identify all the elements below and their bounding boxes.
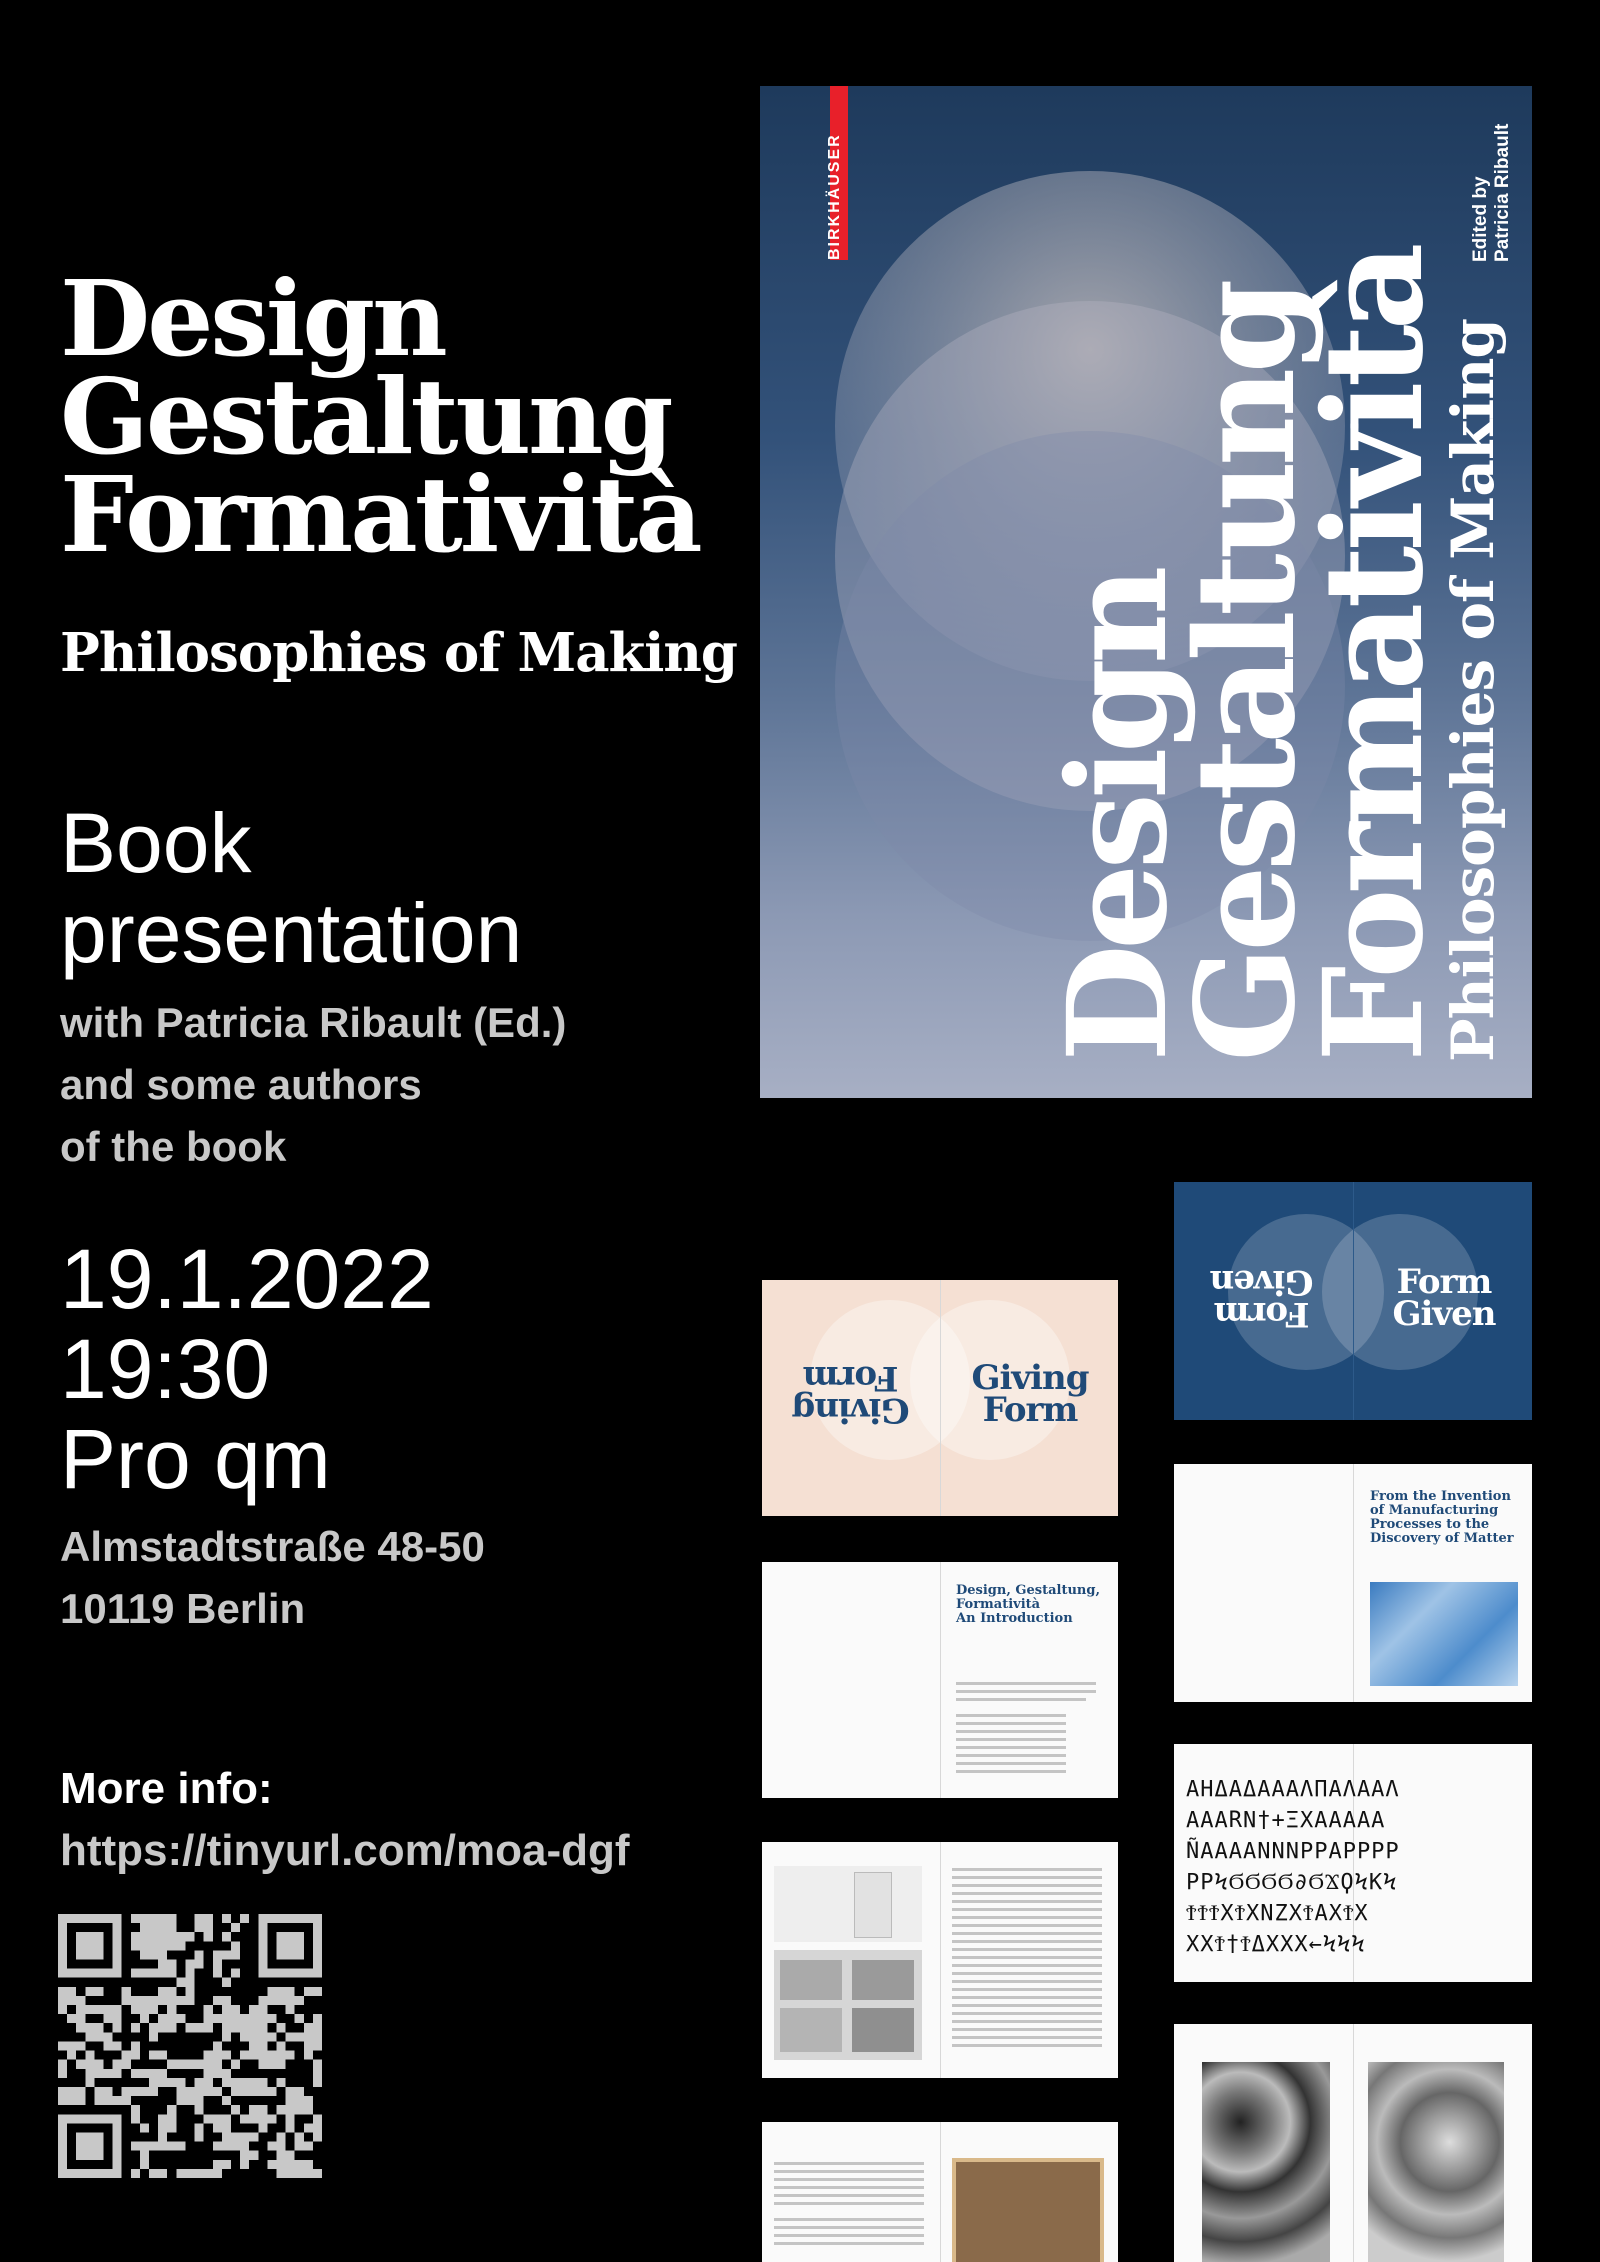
address-street: Almstadtstraße 48-50 — [60, 1523, 485, 1570]
edited-by-label: Edited by — [1470, 176, 1491, 262]
cover-editor — [1470, 124, 1514, 262]
presenters-line-2: and some authors — [60, 1061, 422, 1108]
cover-title-formativita: Formatività — [1294, 248, 1454, 1062]
giving-form-title: Giving Form — [971, 1358, 1089, 1430]
giving-form-mirrored: Giving Form — [792, 1358, 910, 1430]
cover-title-gestaltung: Gestaltung — [1166, 284, 1326, 1062]
presenters — [60, 992, 566, 1178]
more-info-link[interactable]: https://tinyurl.com/moa-dgf — [60, 1826, 630, 1875]
publisher-name: BIRKHÄUSER — [826, 133, 843, 260]
more-info-label: More info: — [60, 1764, 273, 1813]
event-title — [60, 257, 740, 576]
fibre-image — [1370, 1582, 1518, 1686]
spread-form-given — [1174, 1182, 1532, 1420]
event-time: 19:30 — [60, 1322, 271, 1416]
event-subtitle: Philosophies of Making — [60, 622, 737, 684]
texture-image-1 — [1202, 2062, 1330, 2262]
address-city: 10119 Berlin — [60, 1585, 306, 1632]
cover-title-design: Design — [1038, 571, 1198, 1062]
spread-invention — [1174, 1464, 1532, 1702]
event-details — [60, 1234, 434, 1504]
spread-painting — [762, 2122, 1118, 2262]
spread-glyphs — [1174, 1744, 1532, 1982]
photo-radio — [774, 1866, 922, 1942]
presentation-heading — [60, 798, 522, 978]
editor-name: Patricia Ribault — [1492, 123, 1513, 262]
qr-code[interactable] — [58, 1914, 322, 2178]
event-venue: Pro qm — [60, 1412, 331, 1506]
glyph-table: ΑΗΔΑΔΑΑΑΛΠΑΛΑΑΛ ΑΑΑRΝ†+ΞΧΑΑΑΑΑ ÑΑΑΑΑΝΝΝΡΡΑΡΡΡΡ ΡΡϞϬϬϬϬ∂ϬϪϘϞΚϞ ϮϮϮΧϮΧΝΖΧϮΑΧϮΧ ΧΧϮ†ϮΔΧΧΧ←ϞϞϞ — [1186, 1777, 1400, 1957]
painting-image — [952, 2158, 1104, 2262]
cover-subtitle: Philosophies of Making — [1439, 319, 1507, 1062]
title-line-gestaltung: Gestaltung — [60, 355, 671, 478]
form-given-title: Form Given — [1392, 1262, 1496, 1334]
invention-heading: From the Invention of Manufacturing Processes to the Discovery of Matter — [1370, 1489, 1514, 1546]
title-line-formativita: Formatività — [60, 453, 700, 576]
presentation-line-2: presentation — [60, 886, 523, 980]
spread-introduction — [762, 1562, 1118, 1798]
event-date: 19.1.2022 — [60, 1232, 434, 1326]
title-line-design: Design — [60, 257, 445, 380]
texture-image-2 — [1368, 2062, 1504, 2262]
spread-products — [762, 1842, 1118, 2078]
presentation-line-1: Book — [60, 796, 252, 890]
presenters-line-1: with Patricia Ribault (Ed.) — [60, 999, 567, 1046]
intro-heading: Design, Gestaltung, Formatività An Introduction — [956, 1583, 1100, 1626]
presenters-line-3: of the book — [60, 1123, 287, 1170]
cover-title — [1038, 248, 1508, 1062]
event-address — [60, 1516, 485, 1640]
spread-giving-form — [762, 1280, 1118, 1516]
spread-textures — [1174, 2024, 1532, 2262]
form-given-mirrored: Form Given — [1210, 1262, 1314, 1334]
